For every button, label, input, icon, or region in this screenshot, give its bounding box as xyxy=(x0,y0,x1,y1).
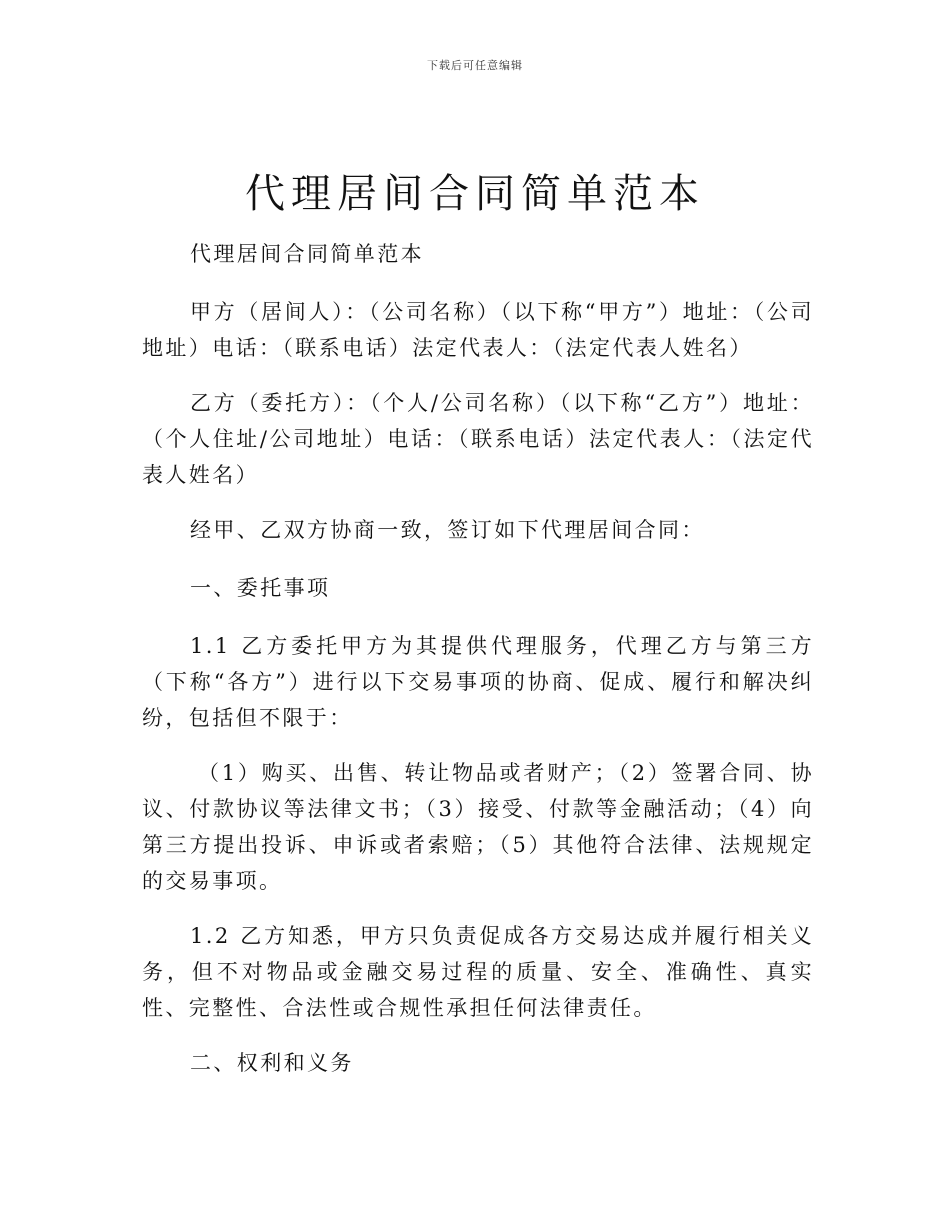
subtitle-paragraph: 代理居间合同简单范本 xyxy=(190,242,424,266)
clause-items-paragraph: （1）购买、出售、转让物品或者财产；（2）签署合同、协议、付款协议等法律文书；（3）接受、付款等金融活动；（4）向第三方提出投诉、申诉或者索赔；（5）其他符合法律、法规规定的交易事项。 xyxy=(142,761,814,893)
section-heading-2: 二、权利和义务 xyxy=(190,1051,354,1075)
agreement-intro-paragraph: 经甲、乙双方协商一致，签订如下代理居间合同： xyxy=(190,518,705,542)
page-header-note: 下载后可任意编辑 xyxy=(427,59,523,72)
clause-1-2-paragraph: 1.2 乙方知悉，甲方只负责促成各方交易达成并履行相关义务，但不对物品或金融交易过程的质量、安全、准确性、真实性、完整性、合法性或合规性承担任何法律责任。 xyxy=(142,924,814,1020)
document-title: 代理居间合同简单范本 xyxy=(245,171,705,217)
section-heading-1: 一、委托事项 xyxy=(190,576,331,600)
party-b-paragraph: 乙方（委托方）：（个人/公司名称）（以下称“乙方”）地址：（个人住址/公司地址）电话：（联系电话）法定代表人：（法定代表人姓名） xyxy=(142,391,814,487)
document-body xyxy=(142,236,814,1103)
clause-1-1-paragraph: 1.1 乙方委托甲方为其提供代理服务，代理乙方与第三方（下称“各方”）进行以下交易事项的协商、促成、履行和解决纠纷，包括但不限于： xyxy=(142,634,814,730)
party-a-paragraph: 甲方（居间人）：（公司名称）（以下称“甲方”）地址：（公司地址）电话：（联系电话）法定代表人：（法定代表人姓名） xyxy=(142,300,814,360)
